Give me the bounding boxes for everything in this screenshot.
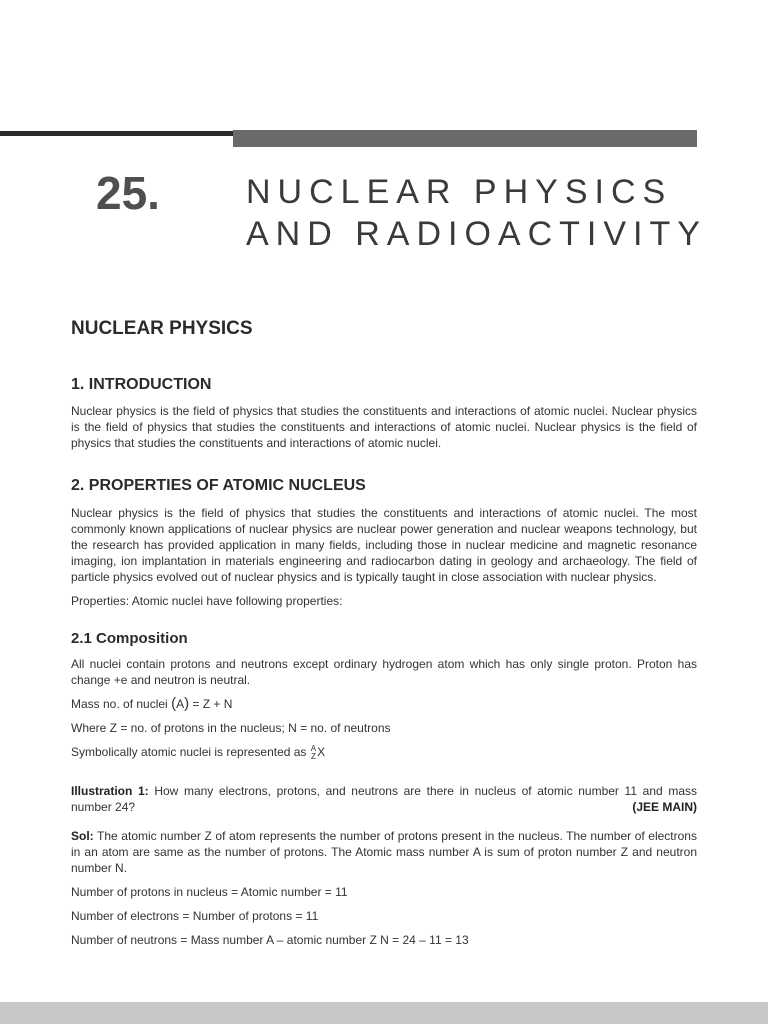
chapter-number: 25. xyxy=(96,167,160,219)
chapter-title-line1: NUCLEAR PHYSICS xyxy=(246,173,673,211)
mass-number-formula: = Z + N xyxy=(192,697,233,711)
properties-list-intro: Properties: Atomic nuclei have following properties: xyxy=(71,594,343,608)
header-rule-gray xyxy=(233,130,697,147)
chapter-title-line2: AND RADIOACTIVITY xyxy=(246,215,707,253)
nuclide-symbol: X xyxy=(317,745,326,759)
properties-paragraph: Nuclear physics is the field of physics that studies the constituents and interactions of atomic nuclei. The most commonly known applications of nuclear physics are nuclear power generation and nuclear weapons technology, but the research has provided application in many fields, including those in nuclear medicine and magnetic resonance imaging, ion implantation in materials engineering and radiocarbon dating in geology and archaeology. The field of particle physics evolved out of nuclear physics and is typically taught in close association with nuclear physics. xyxy=(71,506,697,584)
illustration-label: Illustration 1: xyxy=(71,783,149,798)
header-rule-dark xyxy=(0,131,233,136)
mass-number-line: Mass no. of nuclei (A) = Z + N xyxy=(71,695,233,712)
solution-line-electrons: Number of electrons = Number of protons = 11 xyxy=(71,908,319,923)
illustration-block xyxy=(71,783,697,815)
illustration-question: How many electrons, protons, and neutrons are there in nucleus of atomic number 11 and mass number 24? xyxy=(71,783,697,814)
nuclide-mass-number: A xyxy=(310,743,317,753)
intro-heading: 1. INTRODUCTION xyxy=(71,376,212,393)
chapter-title xyxy=(246,171,707,255)
symbolic-line xyxy=(71,744,697,761)
solution-line-protons: Number of protons in nucleus = Atomic number = 11 xyxy=(71,884,348,899)
solution-label: Sol: xyxy=(71,828,94,843)
solution-line-neutrons: Number of neutrons = Mass number A – atomic number Z N = 24 – 11 = 13 xyxy=(71,932,469,947)
composition-paragraph: All nuclei contain protons and neutrons except ordinary hydrogen atom which has only single proton. Proton has change +e and neutron is neutral. xyxy=(71,657,697,687)
mass-number-label: Mass no. of nuclei xyxy=(71,697,168,711)
solution-text: The atomic number Z of atom represents the number of protons present in the nucleus. The number of electrons in an atom are same as the number of protons. The Atomic mass number A is sum of proton number Z and neutron number N. xyxy=(71,828,697,875)
footer-bar xyxy=(0,1002,768,1024)
mass-number-symbol: A xyxy=(176,697,185,711)
solution-block xyxy=(71,828,697,876)
nuclide-notation xyxy=(311,745,316,761)
exam-tag: (JEE MAIN) xyxy=(632,799,697,814)
properties-heading: 2. PROPERTIES OF ATOMIC NUCLEUS xyxy=(71,477,366,494)
page-content xyxy=(71,318,697,948)
section-heading: NUCLEAR PHYSICS xyxy=(71,318,253,339)
composition-heading: 2.1 Composition xyxy=(71,630,188,647)
where-line: Where Z = no. of protons in the nucleus; N = no. of neutrons xyxy=(71,721,391,735)
intro-paragraph: Nuclear physics is the field of physics that studies the constituents and interactions of atomic nuclei. Nuclear physics is the field of physics that studies the constituents and interactions of atomic nuclei. Nuclear physics is the field of physics that studies the constituents and interactions of atomic nuclei. xyxy=(71,404,697,450)
symbolic-label: Symbolically atomic nuclei is represented as xyxy=(71,745,307,759)
nuclide-atomic-number: Z xyxy=(311,751,316,761)
